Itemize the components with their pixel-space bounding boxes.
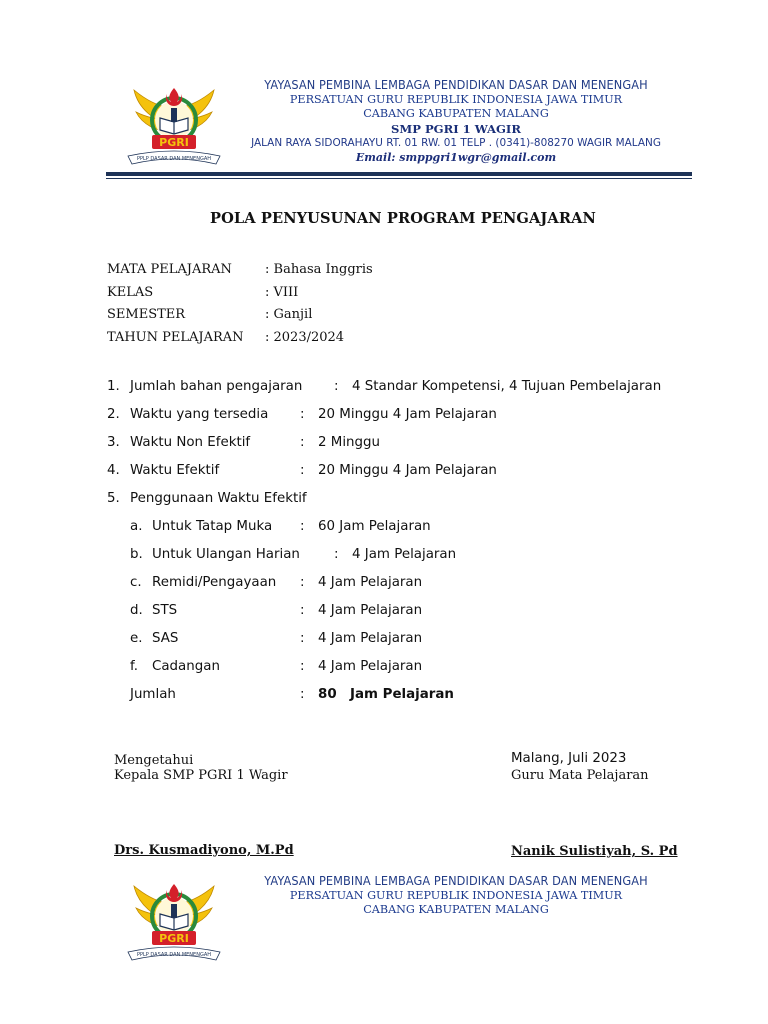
subitem-label: STS [152, 603, 178, 618]
info-label: TAHUN PELAJARAN [107, 330, 244, 345]
subitem-label: Untuk Tatap Muka [152, 519, 273, 534]
pgri-logo-icon [124, 874, 224, 966]
info-label: MATA PELAJARAN [107, 262, 232, 277]
item-label: Jumlah bahan pengajaran [130, 379, 303, 394]
subitem-separator: : [300, 519, 305, 534]
total-unit: Jam Pelajaran [350, 687, 454, 702]
info-value: : VIII [265, 285, 299, 300]
subitem-value: 60 Jam Pelajaran [318, 519, 431, 534]
principal-title: Kepala SMP PGRI 1 Wagir [114, 768, 288, 783]
item-number: 2. [107, 407, 120, 422]
subitem-value: 4 Jam Pelajaran [318, 659, 423, 674]
info-value: : 2023/2024 [265, 330, 345, 345]
svg-text:PGRI: PGRI [159, 932, 189, 945]
total-label: Jumlah [130, 687, 176, 702]
info-label: KELAS [107, 285, 154, 300]
info-label: SEMESTER [107, 307, 186, 322]
total-number: 80 [318, 687, 337, 702]
item-value: 2 Minggu [318, 435, 381, 450]
subitem-value: 4 Jam Pelajaran [352, 547, 457, 562]
subitem-letter: b. [130, 547, 143, 562]
subitem-letter: c. [130, 575, 142, 590]
item-separator: : [300, 463, 305, 478]
association-name: PERSATUAN GURU REPUBLIK INDONESIA JAWA TIMUR [289, 888, 623, 902]
subitem-letter: f. [130, 659, 138, 674]
letterhead-divider-thick [106, 172, 692, 176]
subitem-label: SAS [152, 631, 179, 646]
subitem-separator: : [300, 603, 305, 618]
item-number: 5. [107, 491, 120, 506]
principal-name: Drs. Kusmadiyono, M.Pd [114, 843, 294, 858]
item-separator: : [300, 407, 305, 422]
item-number: 4. [107, 463, 120, 478]
subitem-value: 4 Jam Pelajaran [318, 575, 423, 590]
subitem-letter: e. [130, 631, 143, 646]
item-label: Penggunaan Waktu Efektif [130, 491, 307, 506]
acknowledged-label: Mengetahui [114, 753, 194, 768]
pgri-logo-bottom [124, 874, 224, 966]
subitem-separator: : [300, 631, 305, 646]
pgri-logo [124, 78, 224, 170]
subitem-letter: a. [130, 519, 143, 534]
subitem-value: 4 Jam Pelajaran [318, 631, 423, 646]
letterhead-divider-thin [106, 178, 692, 179]
item-number: 3. [107, 435, 120, 450]
place-date: Malang, Juli 2023 [511, 751, 627, 766]
school-email: Email: smppgri1wgr@gmail.com [355, 150, 557, 164]
item-value: 4 Standar Kompetensi, 4 Tujuan Pembelajaran [352, 379, 662, 394]
svg-text:PPLP DASAR DAN MENENGAH: PPLP DASAR DAN MENENGAH [136, 952, 212, 958]
item-value: 20 Minggu 4 Jam Pelajaran [318, 407, 497, 422]
pgri-logo-icon [124, 78, 224, 170]
school-address: JALAN RAYA SIDORAHAYU RT. 01 RW. 01 TELP . (0341)-808270 WAGIR MALANG [251, 136, 661, 149]
teacher-name: Nanik Sulistiyah, S. Pd [511, 844, 678, 859]
item-value: 20 Minggu 4 Jam Pelajaran [318, 463, 497, 478]
subitem-separator: : [300, 575, 305, 590]
svg-text:PPLP DASAR DAN MENENGAH: PPLP DASAR DAN MENENGAH [136, 156, 212, 162]
item-number: 1. [107, 379, 120, 394]
letterhead-bottom [230, 874, 682, 918]
subitem-label: Remidi/Pengayaan [152, 575, 277, 590]
info-value: : Ganjil [265, 307, 313, 322]
foundation-name: YAYASAN PEMBINA LEMBAGA PENDIDIKAN DASAR DAN MENENGAH [264, 874, 648, 888]
info-value: : Bahasa Inggris [265, 262, 373, 277]
document-title: POLA PENYUSUNAN PROGRAM PENGAJARAN [210, 210, 596, 227]
foundation-name: YAYASAN PEMBINA LEMBAGA PENDIDIKAN DASAR DAN MENENGAH [264, 78, 648, 92]
total-separator: : [300, 687, 305, 702]
subitem-letter: d. [130, 603, 143, 618]
branch-name: CABANG KABUPATEN MALANG [363, 107, 549, 120]
subitem-separator: : [300, 659, 305, 674]
item-label: Waktu Non Efektif [130, 435, 251, 450]
subitem-value: 4 Jam Pelajaran [318, 603, 423, 618]
item-label: Waktu Efektif [130, 463, 220, 478]
association-name: PERSATUAN GURU REPUBLIK INDONESIA JAWA TIMUR [289, 92, 623, 106]
school-name: SMP PGRI 1 WAGIR [390, 121, 521, 136]
svg-text:PGRI: PGRI [159, 136, 189, 149]
subitem-label: Untuk Ulangan Harian [152, 547, 300, 562]
item-separator: : [300, 435, 305, 450]
subitem-separator: : [334, 547, 339, 562]
item-label: Waktu yang tersedia [130, 407, 269, 422]
subitem-label: Cadangan [152, 659, 220, 674]
letterhead [230, 78, 682, 165]
branch-name: CABANG KABUPATEN MALANG [363, 903, 549, 916]
teacher-title: Guru Mata Pelajaran [511, 768, 649, 783]
item-separator: : [334, 379, 339, 394]
